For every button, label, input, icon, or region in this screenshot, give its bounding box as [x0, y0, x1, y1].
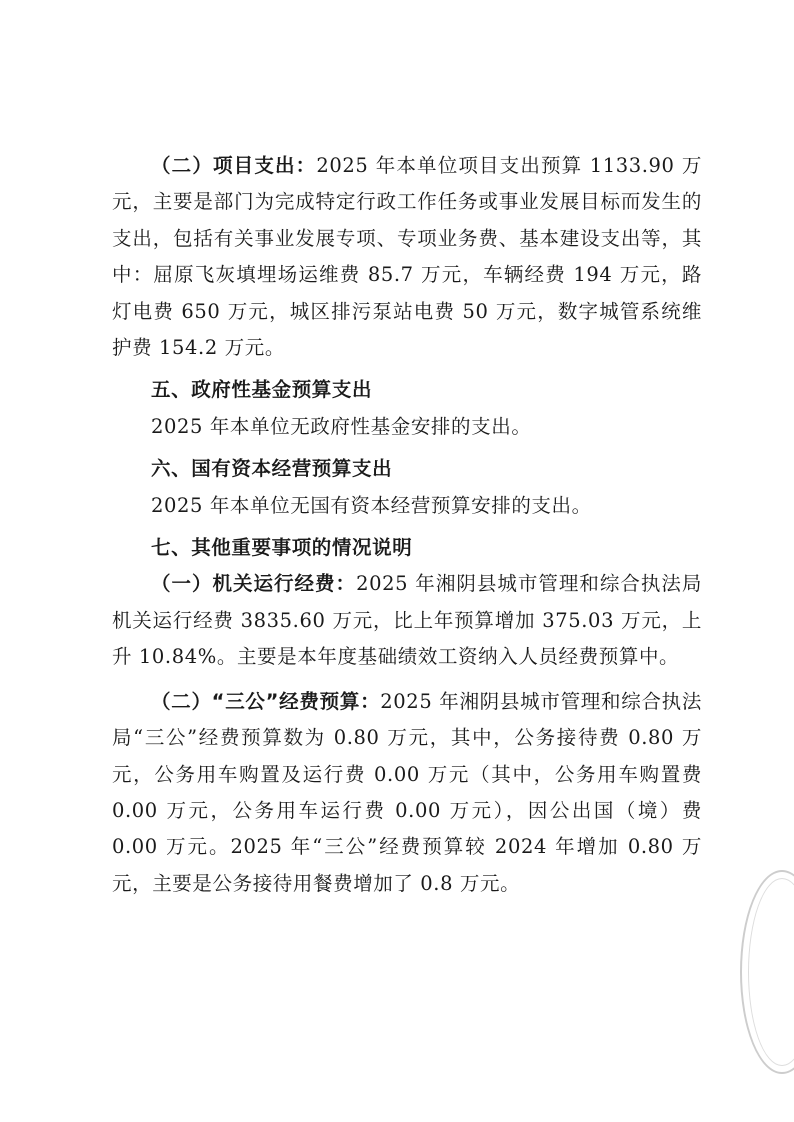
operating-expense-text: 2025 年湘阴县城市管理和综合执法局机关运行经费 3835.60 万元，比上年预算增加 375.03 万元，上升 10.84%。主要是本年度基础绩效工资纳入人员经费预算中。 [112, 572, 702, 669]
section-6-text: 2025 年本单位无国有资本经营预算安排的支出。 [151, 493, 592, 517]
project-expenditure-text: 2025 年本单位项目支出预算 1133.90 万元，主要是部门为完成特定行政工作任务或事业发展目标而发生的支出，包括有关事业发展专项、专项业务费、基本建设支出等，其中：屈原飞灰填埋场运维费 85.7 万元，车辆经费 194 万元，路灯电费 650 万元，城区排污泵站电费 50 万元，数字城管系统维护费 154.2 万元。 [112, 154, 702, 360]
three-public-expense-paragraph [112, 684, 702, 902]
section-5-heading: 五、政府性基金预算支出 [151, 378, 373, 402]
operating-expense-lead: （一）机关运行经费： [151, 572, 357, 596]
section-5-text: 2025 年本单位无政府性基金安排的支出。 [151, 414, 532, 438]
project-expenditure-paragraph [112, 148, 702, 366]
section-6-heading: 六、国有资本经营预算支出 [151, 457, 393, 481]
project-expenditure-lead: （二）项目支出： [151, 154, 317, 177]
document-body [112, 148, 702, 902]
section-7-heading: 七、其他重要事项的情况说明 [151, 536, 413, 560]
operating-expense-paragraph [112, 566, 702, 675]
official-seal-partial [740, 870, 794, 1074]
three-public-expense-text: 2025 年湘阴县城市管理和综合执法局“三公”经费预算数为 0.80 万元，其中，公务接待费 0.80 万元，公务用车购置及运行费 0.00 万元（其中，公务用车购置费 0.00 万元，公务用车运行费 0.00 万元），因公出国（境）费 0.00 万元。2025 年“三公”经费预算较 2024 年增加 0.80 万元，主要是公务接待用餐费增加了 0.8 万元。 [112, 689, 702, 895]
three-public-expense-lead: （二）“三公”经费预算： [151, 689, 381, 713]
